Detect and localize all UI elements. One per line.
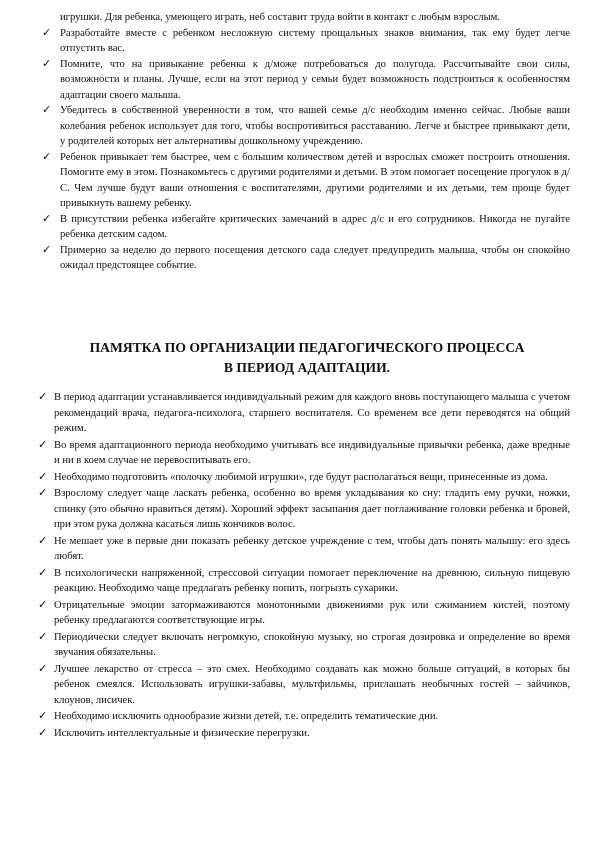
list-item-text: Исключить интеллектуальные и физические перегрузки. — [54, 727, 310, 739]
list-item-text: Ребенок привыкает тем быстрее, чем с большим количеством детей и взрослых сможет построить отношения. Помогите ему в этом. Познакомьтесь с другими родителями и детьми. В этом помогает посещение прогулок в д/С. Чем лучше будут ваши отношения с воспитателями, другими родителями и их детьми, тем проще будет привыкнуть вашему ребенку. — [60, 151, 570, 209]
checkmark-icon: ✓ — [38, 566, 48, 579]
checkmark-icon: ✓ — [38, 726, 48, 739]
list-item-text: В присутствии ребенка избегайте критических замечаний в адрес д/с и его сотрудников. Никогда не пугайте ребенка детским садом. — [60, 213, 570, 240]
list-item — [42, 150, 570, 212]
memo-heading — [48, 338, 566, 378]
list-item-text: В период адаптации устанавливается индивидуальный режим для каждого вновь поступающего малыша с учетом рекомендаций врача, педагога-психолога, старшего воспитателя. Со временем все дети переводятся на общий режим. — [54, 392, 570, 434]
list-item-text: Разработайте вместе с ребенком несложную систему прощальных знаков внимания, так ему будет легче отпустить вас. — [60, 27, 570, 54]
list-item — [38, 630, 570, 661]
checkmark-icon: ✓ — [42, 150, 52, 163]
tips-section — [42, 10, 570, 274]
list-item-text: Лучшее лекарство от стресса – это смех. Необходимо создавать как можно больше ситуаций, в которых бы ребенок смеялся. Использовать игрушки-забавы, мультфильмы, приглашать необычных гостей – зайчиков, клоунов, лисичек. — [54, 663, 570, 706]
parent-tips-list — [42, 26, 570, 274]
checkmark-icon: ✓ — [38, 598, 48, 611]
list-item-text: Необходимо исключить однообразие жизни детей, т.е. определить тематические дни. — [54, 711, 439, 722]
list-item-text: Периодически следует включать негромкую, спокойную музыку, но строгая дозировка и определение во время звучания обязательны. — [54, 631, 570, 658]
memo-section — [38, 390, 570, 742]
checkmark-icon: ✓ — [42, 104, 52, 116]
checkmark-icon: ✓ — [38, 470, 48, 483]
list-item — [38, 709, 570, 725]
list-item-text: Не мешает уже в первые дни показать ребенку детское учреждение с тем, чтобы дать понять малышу: его здесь любят. — [54, 535, 570, 562]
checkmark-icon: ✓ — [42, 26, 52, 39]
checkmark-icon: ✓ — [38, 710, 48, 722]
list-item — [38, 486, 570, 533]
list-item — [38, 438, 570, 469]
list-item — [38, 598, 570, 629]
list-item-text: Взрослому следует чаще ласкать ребенка, особенно во время укладывания ко сну: гладить ему ручки, ножки, спинку (это обычно нравиться детям). Хороший эффект засыпания дает поглаживание головки ребенка и бровей, при этом рука должна касаться лишь кончиков волос. — [54, 488, 570, 530]
intro-paragraph: игрушки. Для ребенка, умеющего играть, неб составит труда войти в контакт с любым взрослым. — [60, 12, 501, 23]
checkmark-icon: ✓ — [42, 57, 52, 70]
list-item-text: Примерно за неделю до первого посещения детского сада следует предупредить малыша, чтобы он спокойно ожидал предстоящее событие. — [60, 244, 570, 271]
list-item-text: Отрицательные эмоции затормаживаются монотонными движениями рук или сжиманием кистей, поэтому ребенку предлагаются соответствующие игры. — [54, 599, 570, 626]
list-item-text: Помните, что на привыкание ребенка к д/може потребоваться до полугода. Рассчитывайте свои силы, возможности и планы. Лучше, если на этот период у семьи будет возможность подстроиться к особенностям адаптации своего малыша. — [60, 58, 570, 101]
checkmark-icon: ✓ — [42, 243, 52, 256]
list-item — [42, 103, 570, 150]
checkmark-icon: ✓ — [38, 438, 48, 451]
list-item-text: Необходимо подготовить «полочку любимой игрушки», где будут располагаться вещи, принесенные из дома. — [54, 471, 548, 483]
list-item — [38, 566, 570, 597]
checkmark-icon: ✓ — [38, 662, 48, 675]
heading-line: ПАМЯТКА ПО ОРГАНИЗАЦИИ ПЕДАГОГИЧЕСКОГО ПРОЦЕССА — [89, 340, 525, 355]
checkmark-icon: ✓ — [42, 212, 52, 225]
memo-list — [38, 390, 570, 741]
list-item — [38, 390, 570, 437]
list-item — [38, 534, 570, 565]
checkmark-icon: ✓ — [38, 391, 48, 403]
checkmark-icon: ✓ — [38, 630, 48, 643]
list-item-text: Во время адаптационного периода необходимо учитывать все индивидуальные привычки ребенка, даже вредные и ни в коем случае не перевоспитывать его. — [54, 439, 570, 466]
list-item — [38, 470, 570, 486]
list-item — [42, 57, 570, 104]
list-item — [42, 212, 570, 243]
list-item — [42, 26, 570, 57]
list-item — [42, 243, 570, 274]
checkmark-icon: ✓ — [38, 534, 48, 547]
list-item — [38, 662, 570, 709]
list-item-text: В психологически напряженной, стрессовой ситуации помогает переключение на древнюю, сильную пищевую реакцию. Необходимо чаще предлагать ребенку попить, погрызть сухарики. — [54, 567, 570, 594]
checkmark-icon: ✓ — [38, 487, 48, 499]
list-item-text: Убедитесь в собственной уверенности в том, что вашей семье д/с необходим именно сейчас. Любые ваши колебания ребенок использует для того, чтобы воспротивиться расставанию. Легче и быстрее привыкают дети, у родителей которых нет альтернативы дошкольному учреждению. — [60, 105, 570, 147]
heading-line: В ПЕРИОД АДАПТАЦИИ. — [223, 360, 391, 375]
list-item — [38, 726, 570, 742]
